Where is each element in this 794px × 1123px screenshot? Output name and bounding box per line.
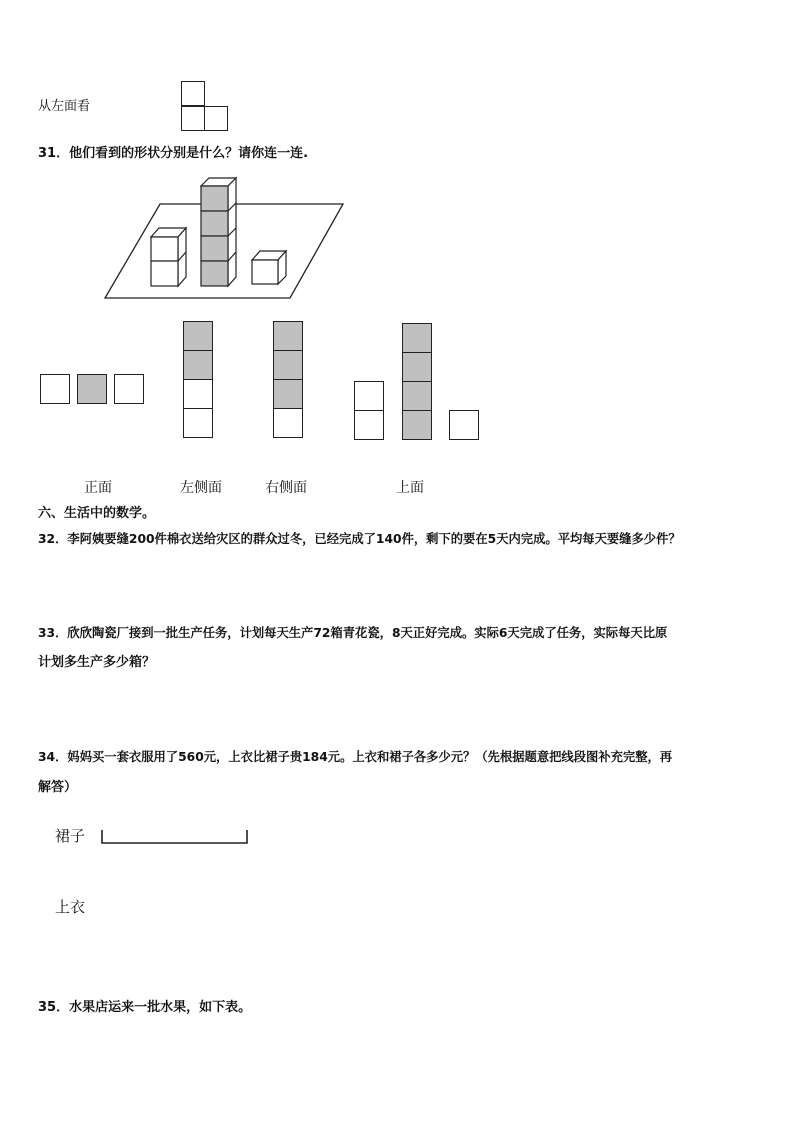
question-32: 32．李阿姨要缝200件棉衣送给灾区的群众过冬，已经完成了140件，剩下的要在5天内完成。平均每天要缝多少件？ bbox=[38, 532, 681, 546]
skirt-label: 裙子 bbox=[55, 827, 86, 845]
section-six-heading: 六、生活中的数学。 bbox=[38, 506, 156, 521]
view-cube bbox=[402, 410, 432, 440]
view-cube bbox=[183, 379, 213, 409]
tall-cube-stack bbox=[201, 178, 236, 286]
left-cube-stack bbox=[151, 228, 186, 286]
question-33-line2: 计划多生产多少箱？ bbox=[38, 655, 156, 670]
left-view-label: 从左面看 bbox=[38, 99, 91, 114]
view-label-front[interactable]: 正面 bbox=[84, 480, 112, 496]
question-34-line1: 34．妈妈买一套衣服用了560元，上衣比裙子贵184元。上衣和裙子各多少元？（先根据题意把线段图补充完整，再 bbox=[38, 750, 673, 764]
question-35: 35．水果店运来一批水果，如下表。 bbox=[38, 1000, 252, 1015]
view-cube bbox=[183, 408, 213, 438]
question-33-line1: 33．欣欣陶瓷厂接到一批生产任务，计划每天生产72箱青花瓷，8天正好完成。实际6天完成了任务，实际每天比原 bbox=[38, 626, 668, 640]
view-label-right-side[interactable]: 右侧面 bbox=[265, 480, 307, 496]
question-34-line2: 解答） bbox=[38, 780, 78, 795]
view-cube bbox=[402, 352, 432, 382]
view-cube bbox=[402, 323, 432, 353]
view-cube bbox=[273, 321, 303, 351]
view-cube bbox=[354, 381, 384, 411]
view-cube bbox=[77, 374, 107, 404]
view-cube bbox=[40, 374, 70, 404]
view-label-top[interactable]: 上面 bbox=[396, 480, 424, 496]
cube-scene-illustration bbox=[0, 0, 794, 320]
view-cube bbox=[183, 350, 213, 380]
view-cube bbox=[273, 379, 303, 409]
view-label-left-side[interactable]: 左侧面 bbox=[180, 480, 222, 496]
view-cube bbox=[273, 408, 303, 438]
top-label: 上衣 bbox=[55, 898, 86, 916]
view-cube bbox=[402, 381, 432, 411]
view-cube bbox=[273, 350, 303, 380]
single-cube bbox=[252, 251, 286, 284]
view-cube bbox=[183, 321, 213, 351]
view-cube bbox=[354, 410, 384, 440]
view-cube bbox=[114, 374, 144, 404]
question-31: 31．他们看到的形状分别是什么？请你连一连. bbox=[38, 146, 309, 161]
view-cube bbox=[449, 410, 479, 440]
